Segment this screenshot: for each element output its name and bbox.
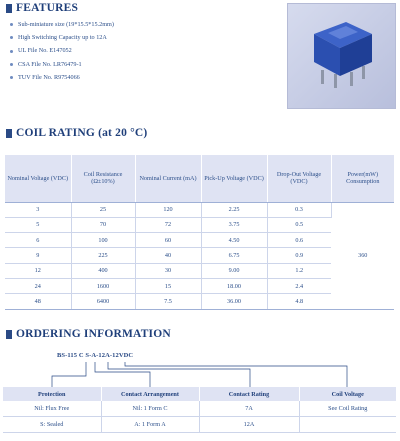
column-header: Coil Resistance (Ω±10%) [71,155,135,202]
table-cell: 5 [5,217,71,232]
table-cell: 15 [135,278,201,293]
table-cell: A: 1 Form A [101,417,199,433]
column-header: Contact Rating [199,387,299,401]
table-cell: 6.75 [201,248,267,263]
table-cell: 60 [135,233,201,248]
table-cell: 18.00 [201,278,267,293]
feature-text: UL File No. E147052 [18,47,72,55]
table-cell [299,417,396,433]
column-header: Protection [3,387,101,401]
table-cell: 12A [199,417,299,433]
table-cell: 0.5 [267,217,331,232]
table-cell: S: Sealed [3,417,101,433]
column-header: Power(mW) Consumption [331,155,394,202]
column-header: Coil Voltage [299,387,396,401]
table-cell: 100 [71,233,135,248]
ordering-table [3,387,396,433]
table-cell: 7.5 [135,294,201,309]
column-header: Contact Arrangement [101,387,199,401]
table-row [3,401,396,417]
column-header: Pick-Up Voltage (VDC) [201,155,267,202]
table-cell: Nil: 1 Form C [101,401,199,417]
table-cell: 40 [135,248,201,263]
power-consumption-cell: 360 [331,202,394,309]
coil-rating-title: COIL RATING (at 20 °C) [16,127,148,139]
table-cell: 12 [5,263,71,278]
table-cell: 1.2 [267,263,331,278]
part-number-code: BS-115 C S-A-12A-12VDC [57,352,134,359]
table-cell: See Coil Rating [299,401,396,417]
table-cell: 6400 [71,294,135,309]
column-header: Nominal Current (mA) [135,155,201,202]
table-cell: 30 [135,263,201,278]
table-cell: 120 [135,202,201,217]
table-cell: 36.00 [201,294,267,309]
table-cell: 0.3 [267,202,331,217]
table-cell: 0.9 [267,248,331,263]
table-cell: 24 [5,278,71,293]
table-cell: 3.75 [201,217,267,232]
table-cell: 225 [71,248,135,263]
table-cell: 25 [71,202,135,217]
feature-text: TUV File No. R9754066 [18,73,80,81]
table-cell: 72 [135,217,201,232]
table-cell: 2.25 [201,202,267,217]
table-cell: Nil: Flux Free [3,401,101,417]
ordering-title: ORDERING INFORMATION [16,328,171,340]
table-cell: 2.4 [267,278,331,293]
table-cell: 4.50 [201,233,267,248]
feature-text: CSA File No. LR76479-1 [18,60,82,68]
column-header: Drop-Out Voltage (VDC) [267,155,331,202]
feature-text: High Switching Capacity up to 12A [18,34,107,42]
table-cell: 0.6 [267,233,331,248]
table-cell: 7A [199,401,299,417]
table-cell: 48 [5,294,71,309]
table-cell: 1600 [71,278,135,293]
table-header-row [3,387,396,401]
table-cell: 3 [5,202,71,217]
feature-text: Sub-miniature size (19*15.5*15.2mm) [18,21,114,28]
table-cell: 70 [71,217,135,232]
table-cell: 9.00 [201,263,267,278]
features-title: FEATURES [16,2,79,14]
table-row [3,417,396,433]
column-header: Nominal Voltage (VDC) [5,155,71,202]
table-cell: 4.8 [267,294,331,309]
table-cell: 9 [5,248,71,263]
table-cell: 400 [71,263,135,278]
table-cell: 6 [5,233,71,248]
